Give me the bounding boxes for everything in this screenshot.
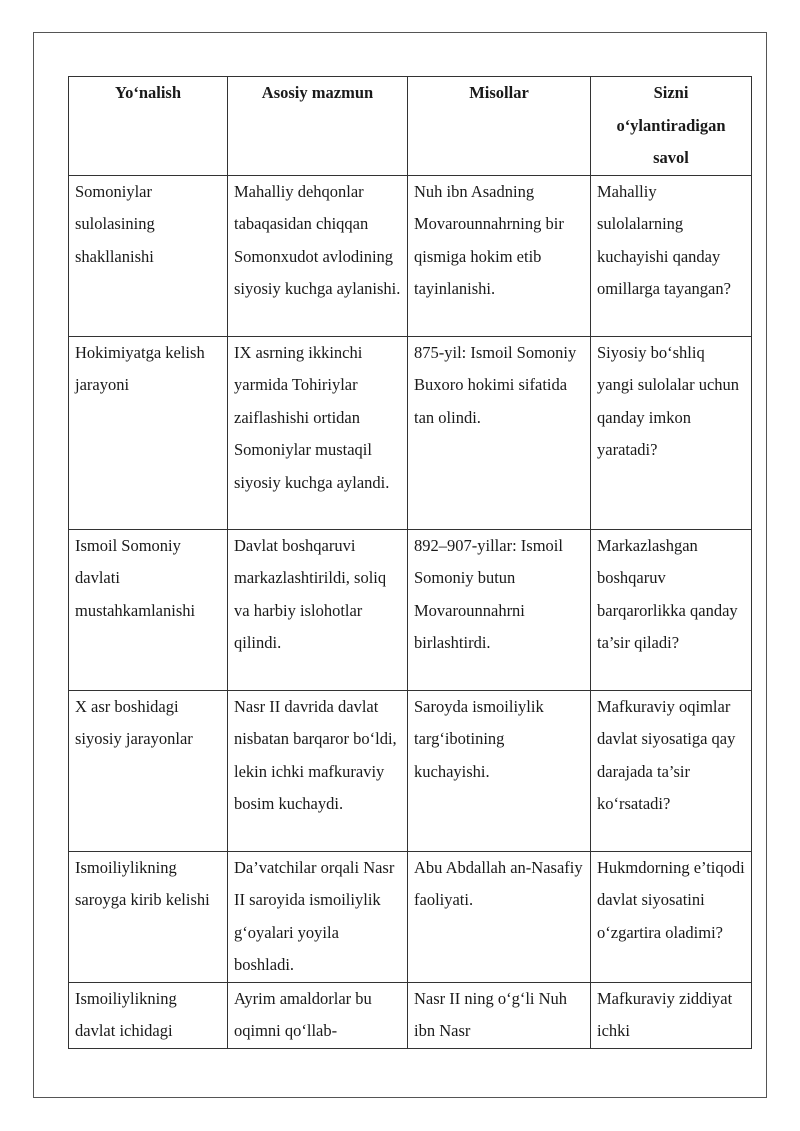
table-cell: Mafkuraviy oqimlar davlat siyosatiga qay darajada ta’sir ko‘rsatadi? [591, 690, 752, 851]
table-header-row [69, 77, 752, 176]
table-row [69, 982, 752, 1048]
table-row [69, 336, 752, 529]
table-cell: Nasr II ning o‘g‘li Nuh ibn Nasr [408, 982, 591, 1048]
table-row [69, 529, 752, 690]
content-table [68, 76, 752, 1049]
table-cell: Ismoiliylikning davlat ichidagi [69, 982, 228, 1048]
table-cell: Abu Abdallah an-Nasafiy faoliyati. [408, 851, 591, 982]
header-question: Sizni o‘ylantiradigan savol [591, 77, 752, 176]
table-row [69, 690, 752, 851]
table-cell: Mafkuraviy ziddiyat ichki [591, 982, 752, 1048]
table-cell: Somoniylar sulolasining shakllanishi [69, 175, 228, 336]
table-cell: X asr boshidagi siyosiy jarayonlar [69, 690, 228, 851]
header-direction: Yo‘nalish [69, 77, 228, 176]
table-cell: Ismoil Somoniy davlati mustahkamlanishi [69, 529, 228, 690]
table-cell: Davlat boshqaruvi markazlashtirildi, soliq va harbiy islohotlar qilindi. [228, 529, 408, 690]
table-cell: Hukmdorning e’tiqodi davlat siyosatini o‘zgartira oladimi? [591, 851, 752, 982]
table-row [69, 851, 752, 982]
table-cell: Mahalliy dehqonlar tabaqasidan chiqqan Somonxudot avlodining siyosiy kuchga aylanishi. [228, 175, 408, 336]
table-cell: IX asrning ikkinchi yarmida Tohiriylar zaiflashishi ortidan Somoniylar mustaqil siyosiy kuchga aylandi. [228, 336, 408, 529]
table-cell: Saroyda ismoiliylik targ‘ibotining kuchayishi. [408, 690, 591, 851]
table-cell: Markazlashgan boshqaruv barqarorlikka qanday ta’sir qiladi? [591, 529, 752, 690]
table-cell: Hokimiyatga kelish jarayoni [69, 336, 228, 529]
table-cell: Ismoiliylikning saroyga kirib kelishi [69, 851, 228, 982]
table-cell: 875-yil: Ismoil Somoniy Buxoro hokimi sifatida tan olindi. [408, 336, 591, 529]
table-cell: Ayrim amaldorlar bu oqimni qo‘llab- [228, 982, 408, 1048]
table-cell: Mahalliy sulolalarning kuchayishi qanday omillarga tayangan? [591, 175, 752, 336]
table-cell: Nasr II davrida davlat nisbatan barqaror bo‘ldi, lekin ichki mafkuraviy bosim kuchaydi. [228, 690, 408, 851]
header-main-content: Asosiy mazmun [228, 77, 408, 176]
table-cell: Da’vatchilar orqali Nasr II saroyida ismoiliylik g‘oyalari yoyila boshladi. [228, 851, 408, 982]
table-cell: 892–907-yillar: Ismoil Somoniy butun Movarounnahrni birlashtirdi. [408, 529, 591, 690]
table-cell: Siyosiy bo‘shliq yangi sulolalar uchun qanday imkon yaratadi? [591, 336, 752, 529]
table-row [69, 175, 752, 336]
header-examples: Misollar [408, 77, 591, 176]
table-cell: Nuh ibn Asadning Movarounnahrning bir qismiga hokim etib tayinlanishi. [408, 175, 591, 336]
